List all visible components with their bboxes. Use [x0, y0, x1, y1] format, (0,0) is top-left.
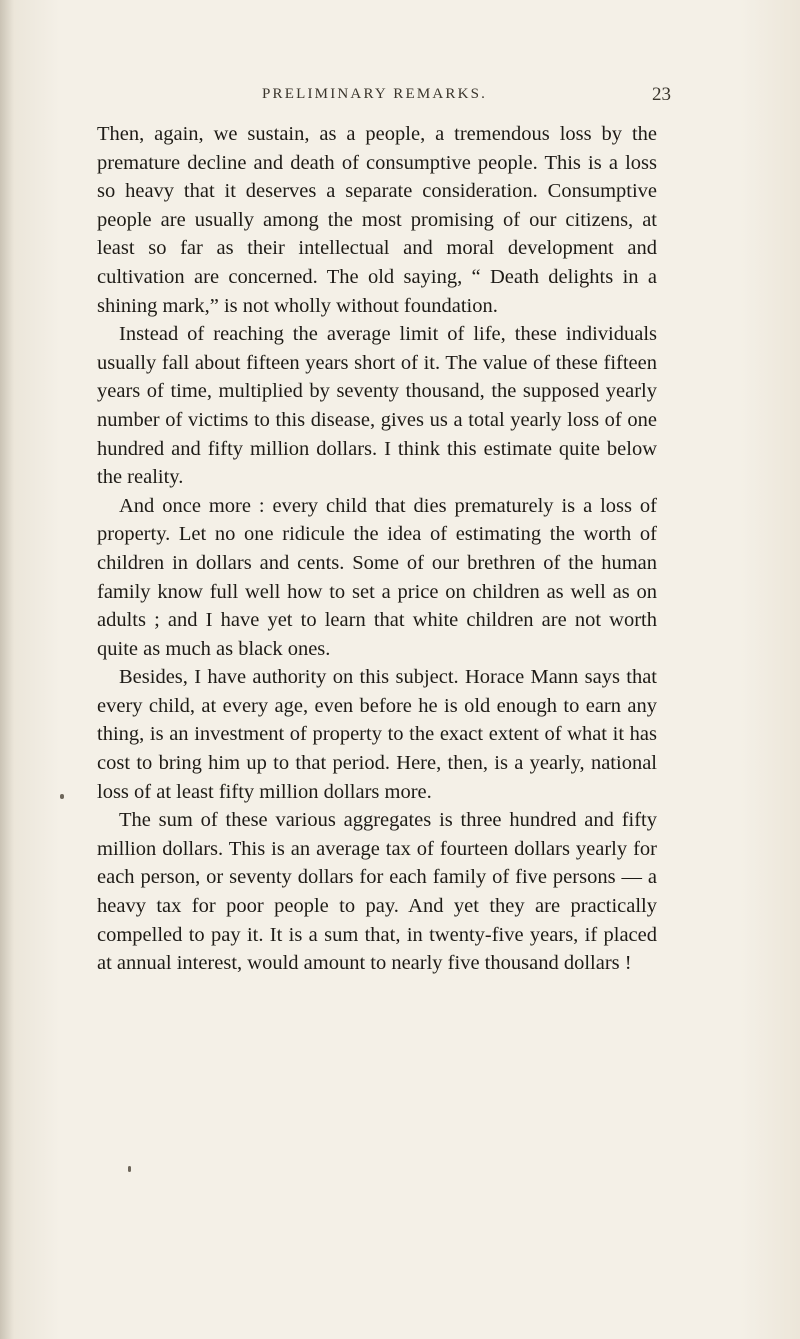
- paragraph: Instead of reaching the average limit of life, these individuals usually fall about fifteen years short of it. The value of these fifteen years of time, multiplied by seventy thousand, the supposed yearly number of victims to this disease, gives us a total yearly loss of one hundred and fifty million dollars. I think this estimate quite below the reality.: [97, 323, 657, 489]
- ink-speck: [60, 794, 64, 799]
- paragraph: Besides, I have authority on this subject. Horace Mann says that every child, at every age, even before he is old enough to earn any thing, is an investment of property to the exact extent of what it has cost to bring him up to that period. Here, then, is a yearly, national loss of at least fifty million dollars more.: [97, 666, 657, 803]
- page-header: [0, 86, 800, 110]
- paragraph: The sum of these various aggregates is three hundred and fifty million dollars. This is an average tax of fourteen dollars yearly for each person, or seventy dollars for each family of five persons — a heavy tax for poor people to pay. And yet they are practically compelled to pay it. It is a sum that, in twenty-five years, if placed at annual interest, would amount to nearly five thousand dollars !: [97, 809, 657, 975]
- paragraph: And once more : every child that dies prematurely is a loss of property. Let no one ridicule the idea of estimating the worth of children in dollars and cents. Some of our brethren of the human family know full well how to set a price on children as well as on adults ; and I have yet to learn that white children are not worth quite as much as black ones.: [97, 494, 657, 660]
- body-text: [97, 120, 657, 978]
- ink-speck: [128, 1166, 131, 1172]
- paragraph: Then, again, we sustain, as a people, a tremendous loss by the premature decline and death of consumptive people. This is a loss so heavy that it deserves a separate consideration. Consumptive people are usually among the most promising of our citizens, at least so far as their intellectual and moral development and cultivation are concerned. The old saying, “ Death delights in a shining mark,” is not wholly without foundation.: [97, 123, 657, 317]
- page-number: 23: [652, 84, 671, 105]
- spine-shadow: [0, 0, 14, 1339]
- running-head: PRELIMINARY REMARKS.: [262, 86, 488, 102]
